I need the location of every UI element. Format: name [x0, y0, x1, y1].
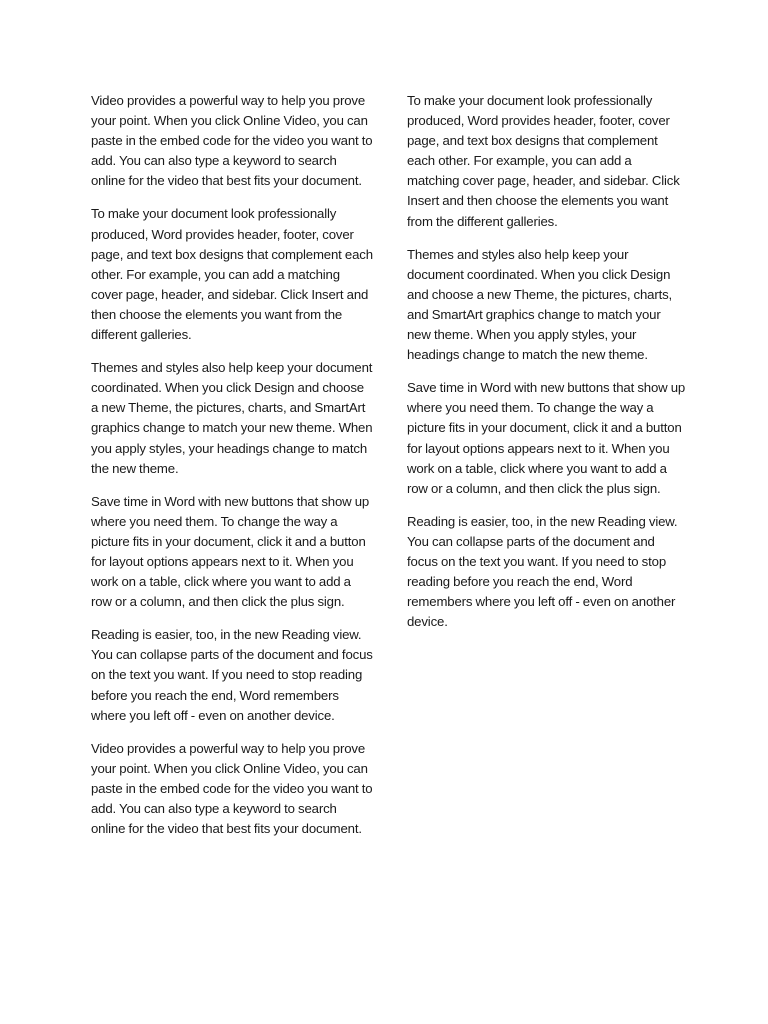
paragraph: Video provides a powerful way to help you prove your point. When you click Online Video, you can paste in the embed code for the video you want to add. You can also type a keyword to search online for the video that best fits your document.: [91, 93, 373, 189]
paragraph: To make your document look professionally produced, Word provides header, footer, cover page, and text box designs that complement each other. For example, you can add a matching cover page, header, and sidebar. Click Insert and then choose the elements you want from the different galleries.: [407, 93, 680, 229]
paragraph: Themes and styles also help keep your document coordinated. When you click Design and choose a new Theme, the pictures, charts, and SmartArt graphics change to match your new theme. When you apply styles, your headings change to match the new theme.: [407, 246, 673, 363]
paragraph: Reading is easier, too, in the new Reading view. You can collapse parts of the document and focus on the text you want. If you need to stop reading before you reach the end, Word remembers where you left off - even on another device.: [407, 513, 678, 630]
paragraph: Save time in Word with new buttons that show up where you need them. To change the way a picture fits in your document, click it and a button for layout options appears next to it. When you work on a table, click where you want to add a row or a column, and then click the plus sign.: [91, 493, 370, 610]
paragraph: Reading is easier, too, in the new Reading view. You can collapse parts of the document and focus on the text you want. If you need to stop reading before you reach the end, Word remembers where you left off - even on another device.: [91, 627, 373, 723]
right-column: [407, 91, 687, 645]
paragraph: Video provides a powerful way to help you prove your point. When you click Online Video, you can paste in the embed code for the video you want to add. You can also type a keyword to search online for the video that best fits your document.: [91, 740, 373, 837]
paragraph: Themes and styles also help keep your document coordinated. When you click Design and choose a new Theme, the pictures, charts, and SmartArt graphics change to match your new theme. When you apply styles, your headings change to match the new theme.: [91, 360, 373, 476]
left-column: [91, 91, 373, 852]
paragraph: To make your document look professionally produced, Word provides header, footer, cover page, and text box designs that complement each other. For example, you can add a matching cover page, header, and sidebar. Click Insert and then choose the elements you want from the different galleries.: [91, 206, 373, 343]
paragraph: Save time in Word with new buttons that show up where you need them. To change the way a picture fits in your document, click it and a button for layout options appears next to it. When you work on a table, click where you want to add a row or a column, and then click the plus sign.: [407, 380, 686, 496]
